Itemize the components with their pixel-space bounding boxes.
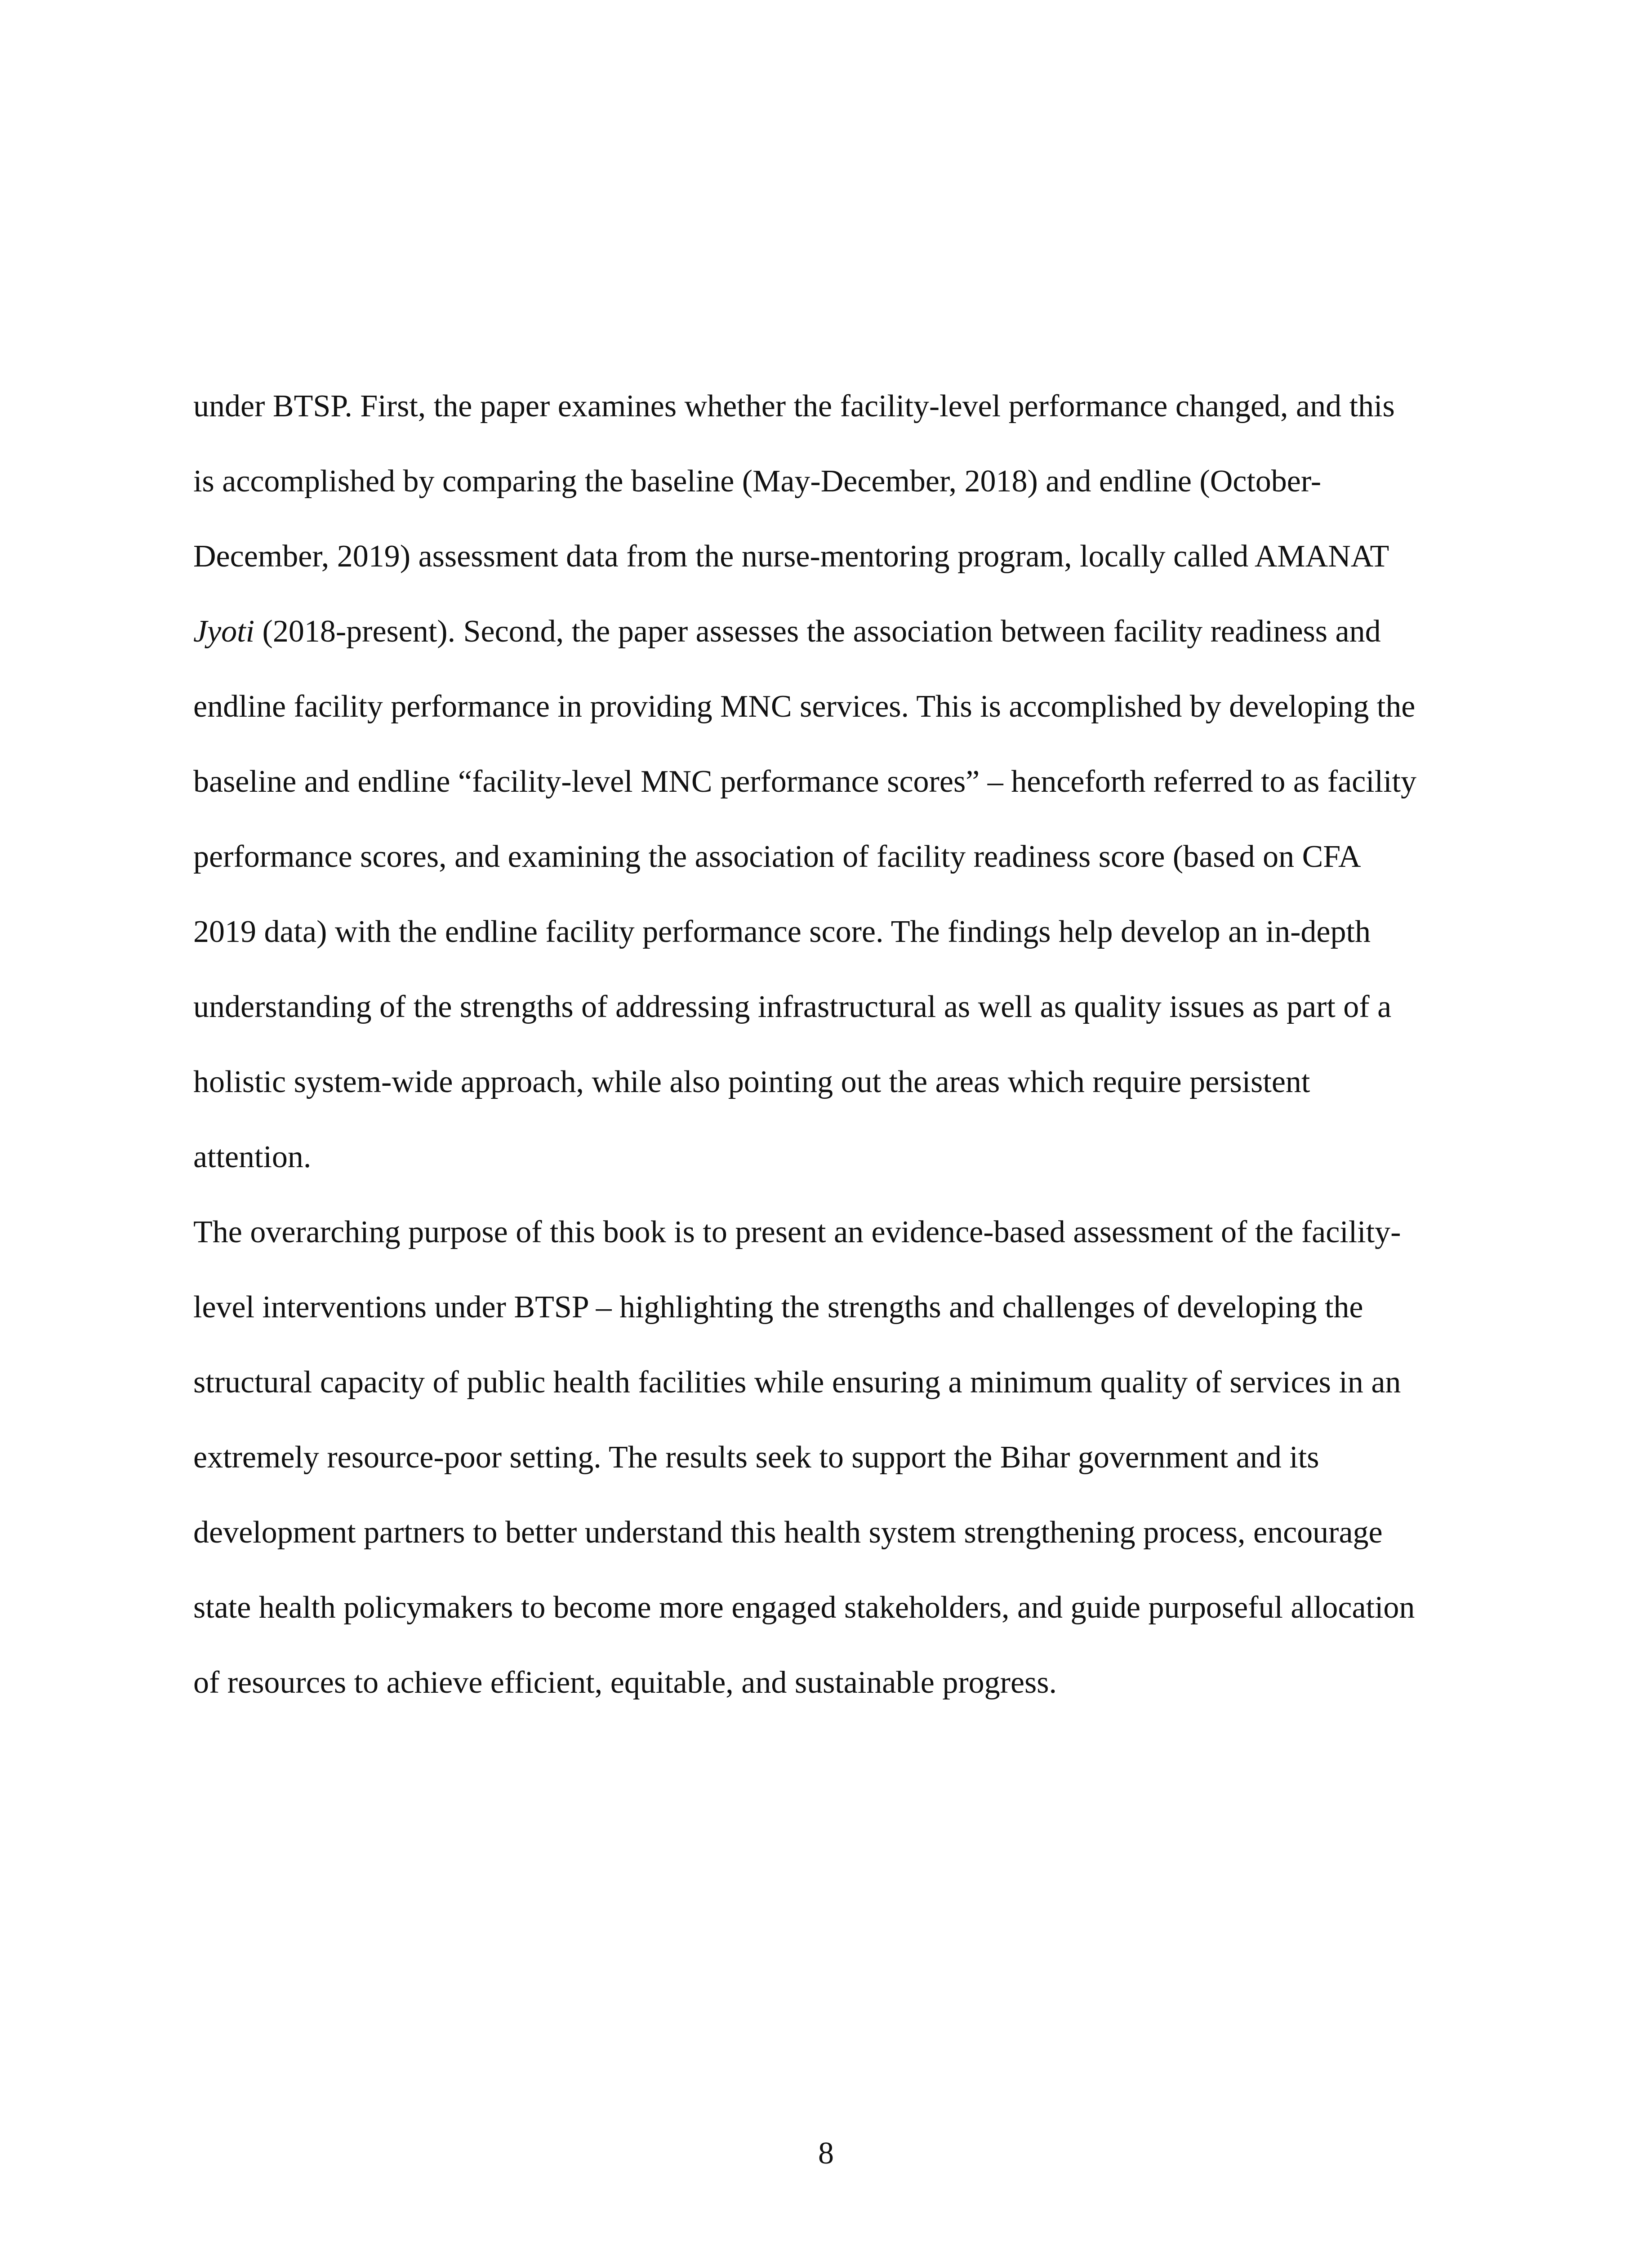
text-line: understanding of the strengths of addressing infrastructural as well as quality issues as part of a <box>193 990 1392 1024</box>
text-line: holistic system-wide approach, while also pointing out the areas which require persistent <box>193 1065 1310 1099</box>
text-line: development partners to better understand this health system strengthening process, encourage <box>193 1515 1383 1550</box>
paragraph-1 <box>193 369 1470 1195</box>
text-line: of resources to achieve efficient, equitable, and sustainable progress. <box>193 1665 1057 1700</box>
paragraph-2 <box>193 1195 1470 1720</box>
text-line: structural capacity of public health facilities while ensuring a minimum quality of services in an <box>193 1365 1401 1400</box>
text-line: extremely resource-poor setting. The results seek to support the Bihar government and its <box>193 1440 1319 1475</box>
text-line <box>193 594 1470 669</box>
text-line: under BTSP. First, the paper examines whether the facility-level performance changed, and this <box>193 389 1395 424</box>
text-line: endline facility performance in providing MNC services. This is accomplished by developing the <box>193 689 1416 724</box>
text-line: performance scores, and examining the association of facility readiness score (based on CFA <box>193 839 1361 874</box>
text-line: December, 2019) assessment data from the nurse-mentoring program, locally called AMANAT <box>193 539 1389 574</box>
text-line: The overarching purpose of this book is to present an evidence-based assessment of the facility- <box>193 1215 1401 1249</box>
text-line: is accomplished by comparing the baseline (May-December, 2018) and endline (October- <box>193 464 1322 499</box>
page-number: 8 <box>818 2136 834 2171</box>
text-line: state health policymakers to become more engaged stakeholders, and guide purposeful allocation <box>193 1590 1415 1625</box>
italic-term: Jyoti <box>193 614 255 649</box>
text-line-rest: (2018-present). Second, the paper assesses the association between facility readiness and <box>254 614 1381 649</box>
text-line: 2019 data) with the endline facility performance score. The findings help develop an in-depth <box>193 914 1371 949</box>
text-line: baseline and endline “facility-level MNC performance scores” – henceforth referred to as facility <box>193 764 1416 799</box>
text-line: level interventions under BTSP – highlighting the strengths and challenges of developing the <box>193 1290 1363 1325</box>
text-line: attention. <box>193 1140 312 1174</box>
body-text <box>193 369 1470 1720</box>
